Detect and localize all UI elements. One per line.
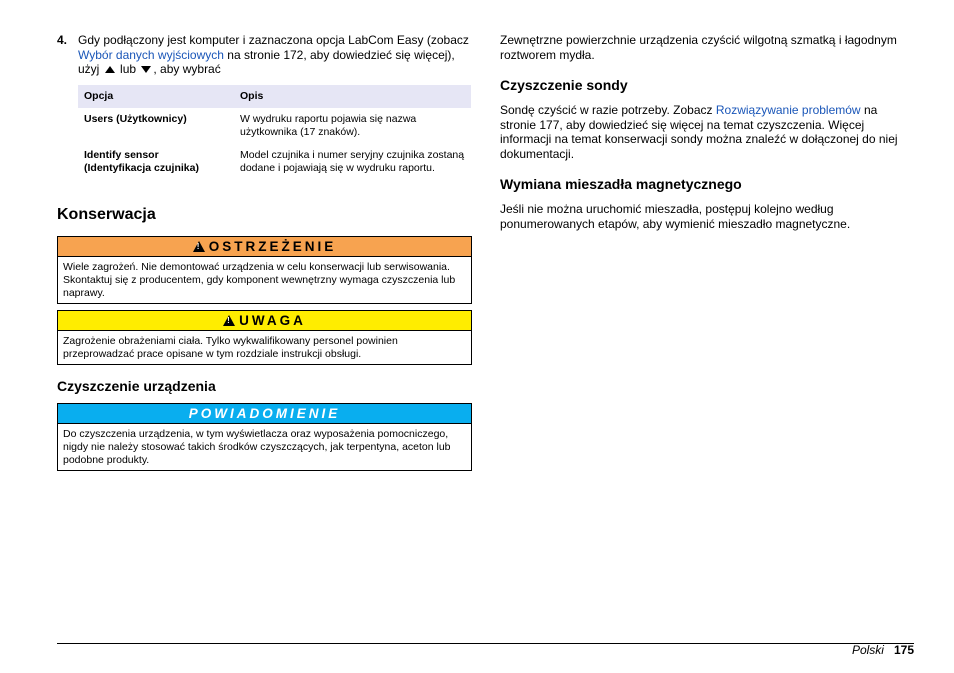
output-data-link[interactable]: Wybór danych wyjściowych <box>78 47 224 62</box>
step-text-a: Gdy podłączony jest komputer i zaznaczona opcja LabCom Easy (zobacz <box>78 33 469 47</box>
section-title: Konserwacja <box>57 206 156 223</box>
warning-header <box>58 237 471 257</box>
down-arrow-icon <box>141 66 151 73</box>
warning-body: Wiele zagrożeń. Nie demontować urządzenia w celu konserwacji lub serwisowania. Skontaktuj się z producentem, gdy komponent wewnętrzny wymaga czyszczenia lub naprawy. <box>63 261 456 299</box>
step-number: 4. <box>57 33 68 47</box>
caution-box <box>57 310 472 365</box>
caution-label: UWAGA <box>239 313 306 328</box>
page-number: 175 <box>893 643 914 657</box>
probe-body <box>500 103 914 161</box>
table-header-option: Opcja <box>78 85 234 108</box>
probe-text-b: na stronie 177, aby dowiedzieć się więcej na temat czyszczenia. Więcej informacji na temat konserwacji sondy można znaleźć w dołączonej do niej dokumentacji. <box>500 103 898 161</box>
stirrer-title: Wymiana mieszadła magnetycznego <box>500 176 742 192</box>
troubleshooting-link[interactable]: Rozwiązywanie problemów <box>715 103 861 117</box>
table-header-description: Opis <box>234 85 471 108</box>
notice-body: Do czyszczenia urządzenia, w tym wyświetlacza oraz wyposażenia pomocniczego, nigdy nie należy stosować takich środków czyszczących, jak terpentyna, aceton lub podobne produkty. <box>63 428 451 466</box>
step-text-d: , aby wybrać <box>153 62 221 76</box>
cleaning-title: Czyszczenie urządzenia <box>57 378 216 394</box>
step-text-b: na stronie 172, aby dowiedzieć się więcej), użyj <box>78 47 455 76</box>
table-cell-option: Identify sensor (Identyfikacja czujnika) <box>84 149 199 174</box>
notice-label: POWIADOMIENIE <box>58 404 471 424</box>
caution-header <box>58 311 471 331</box>
table-cell-description: W wydruku raportu pojawia się nazwa użytkownika (17 znaków). <box>240 113 417 138</box>
up-arrow-icon <box>105 66 115 73</box>
table-row <box>78 144 471 180</box>
options-table <box>78 85 471 180</box>
warning-triangle-icon <box>223 315 235 326</box>
step-4 <box>57 33 472 77</box>
stirrer-body: Jeśli nie można uruchomić mieszadła, postępuj kolejno według ponumerowanych etapów, aby wymienić mieszadło magnetyczne. <box>500 202 851 231</box>
cleaning-body: Zewnętrzne powierzchnie urządzenia czyścić wilgotną szmatką i łagodnym roztworem mydła. <box>500 33 897 62</box>
warning-triangle-icon <box>193 241 205 252</box>
probe-title: Czyszczenie sondy <box>500 77 628 93</box>
table-row <box>78 108 471 144</box>
notice-box <box>57 403 472 471</box>
table-cell-option: Users (Użytkownicy) <box>84 113 187 125</box>
footer-language: Polski <box>851 643 884 657</box>
footer-divider <box>57 643 914 644</box>
step-text-c: lub <box>116 62 140 76</box>
step-text <box>78 33 472 77</box>
warning-label: OSTRZEŻENIE <box>208 239 337 254</box>
probe-text-a: Sondę czyścić w razie potrzeby. Zobacz <box>500 103 716 117</box>
table-cell-description: Model czujnika i numer seryjny czujnika zostaną dodane i pojawiają się w wydruku raportu. <box>240 149 465 174</box>
footer <box>852 643 914 657</box>
caution-body: Zagrożenie obrażeniami ciała. Tylko wykwalifikowany personel powinien przeprowadzać prace opisane w tym rozdziale instrukcji obsługi. <box>63 335 398 360</box>
warning-box <box>57 236 472 304</box>
